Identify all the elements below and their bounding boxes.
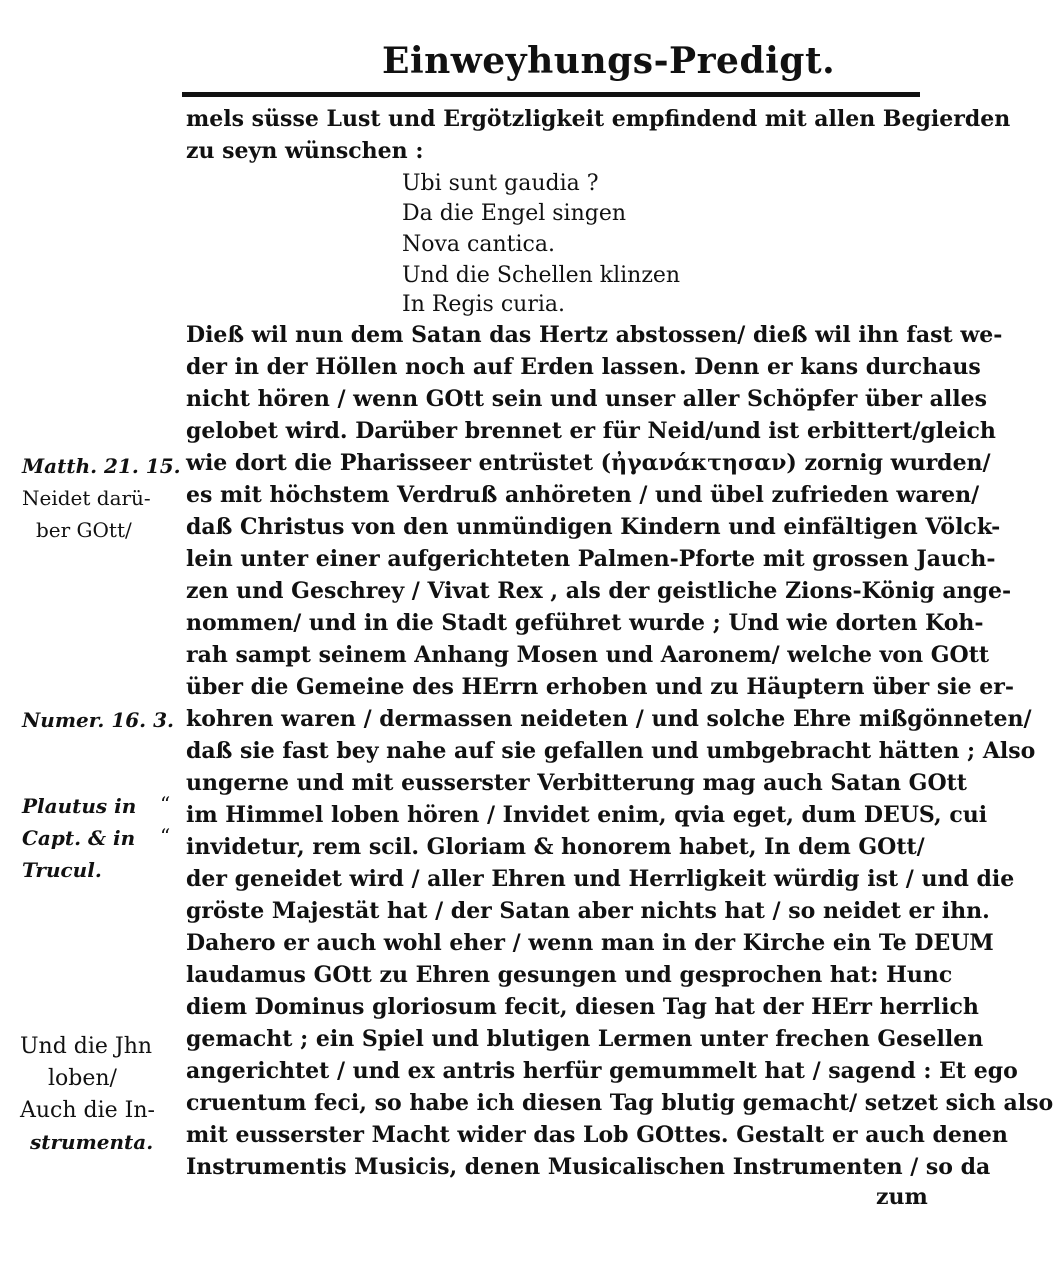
verse-line: Und die Schellen klinzen <box>402 263 681 288</box>
margin-note: ber GOtt/ <box>36 518 132 542</box>
text-line: Instrumentis Musicis, denen Musicalischen Instrumenten / so da <box>186 1154 991 1180</box>
text-line: cruentum feci, so habe ich diesen Tag blutig gemacht/ setzet sich also <box>186 1090 1053 1116</box>
margin-note: loben/ <box>48 1066 117 1091</box>
margin-note: Neidet darü- <box>22 486 151 510</box>
verse-line: Da die Engel singen <box>402 201 627 226</box>
text-line: ungerne und mit eusserster Verbitterung mag auch Satan GOtt <box>186 770 967 796</box>
verse-line: In Regis curia. <box>402 292 565 317</box>
text-line: nicht hören / wenn GOtt sein und unser aller Schöpfer über alles <box>186 386 987 412</box>
text-line: zu seyn wünschen : <box>186 138 424 164</box>
text-line: rah sampt seinem Anhang Mosen und Aaronem/ welche von GOtt <box>186 642 990 668</box>
verse-line: Ubi sunt gaudia ? <box>402 171 599 196</box>
text-line: gemacht ; ein Spiel und blutigen Lermen unter frechen Gesellen <box>186 1026 984 1052</box>
text-line: nommen/ und in die Stadt geführet wurde ; Und wie dorten Koh- <box>186 610 984 636</box>
margin-note: Und die Jhn <box>20 1034 153 1059</box>
text-line: angerichtet / und ex antris herfür gemummelt hat / sagend : Et ego <box>186 1058 1018 1084</box>
text-line: laudamus GOtt zu Ehren gesungen und gesprochen hat: Hunc <box>186 962 953 988</box>
margin-note: strumenta. <box>30 1130 154 1154</box>
catchword: zum <box>876 1184 928 1210</box>
text-line: mit eusserster Macht wider das Lob GOttes. Gestalt er auch denen <box>186 1122 1008 1148</box>
text-line: mels süsse Lust und Ergötzligkeit empfindend mit allen Begierden <box>186 106 1011 132</box>
text-line: gröste Majestät hat / der Satan aber nichts hat / so neidet er ihn. <box>186 898 990 924</box>
text-line: der in der Höllen noch auf Erden lassen. Denn er kans durchaus <box>186 354 981 380</box>
text-line: daß sie fast bey nahe auf sie gefallen und umbgebracht hätten ; Also <box>186 738 1036 764</box>
text-line: über die Gemeine des HErrn erhoben und zu Häuptern über sie er- <box>186 674 1014 700</box>
text-line: es mit höchstem Verdruß anhöreten / und übel zufrieden waren/ <box>186 482 980 508</box>
text-line: kohren waren / dermassen neideten / und solche Ehre mißgönneten/ <box>186 706 1032 732</box>
header-rule <box>182 92 920 97</box>
running-header-title: Einweyhungs-Predigt. <box>382 40 836 82</box>
margin-note-reference: Capt. & in <box>22 826 136 850</box>
text-line: wie dort die Pharisseer entrüstet (ἠγανάκτησαν) zornig wurden/ <box>186 450 991 476</box>
margin-note: Auch die In- <box>20 1098 155 1123</box>
text-line: lein unter einer aufgerichteten Palmen-Pforte mit grossen Jauch- <box>186 546 996 572</box>
margin-note-reference: Plautus in <box>22 794 137 818</box>
quote-mark: “ <box>160 792 171 816</box>
text-line: der geneidet wird / aller Ehren und Herrligkeit würdig ist / und die <box>186 866 1015 892</box>
text-line: Dahero er auch wohl eher / wenn man in der Kirche ein Te DEUM <box>186 930 994 956</box>
text-line: zen und Geschrey / Vivat Rex , als der geistliche Zions-König ange- <box>186 578 1012 604</box>
text-line: invidetur, rem scil. Gloriam & honorem habet, In dem GOtt/ <box>186 834 925 860</box>
text-line: gelobet wird. Darüber brennet er für Neid/und ist erbittert/gleich <box>186 418 996 444</box>
margin-note-reference: Matth. 21. 15. <box>22 454 181 478</box>
text-line: im Himmel loben hören / Invidet enim, qvia eget, dum DEUS, cui <box>186 802 988 828</box>
margin-note-reference: Numer. 16. 3. <box>22 708 174 732</box>
text-line: daß Christus von den unmündigen Kindern und einfältigen Völck- <box>186 514 1001 540</box>
text-line: diem Dominus gloriosum fecit, diesen Tag hat der HErr herrlich <box>186 994 979 1020</box>
verse-line: Nova cantica. <box>402 232 555 257</box>
margin-note-reference: Trucul. <box>22 858 102 882</box>
text-line: Dieß wil nun dem Satan das Hertz abstossen/ dieß wil ihn fast we- <box>186 322 1003 348</box>
quote-mark: “ <box>160 824 171 848</box>
